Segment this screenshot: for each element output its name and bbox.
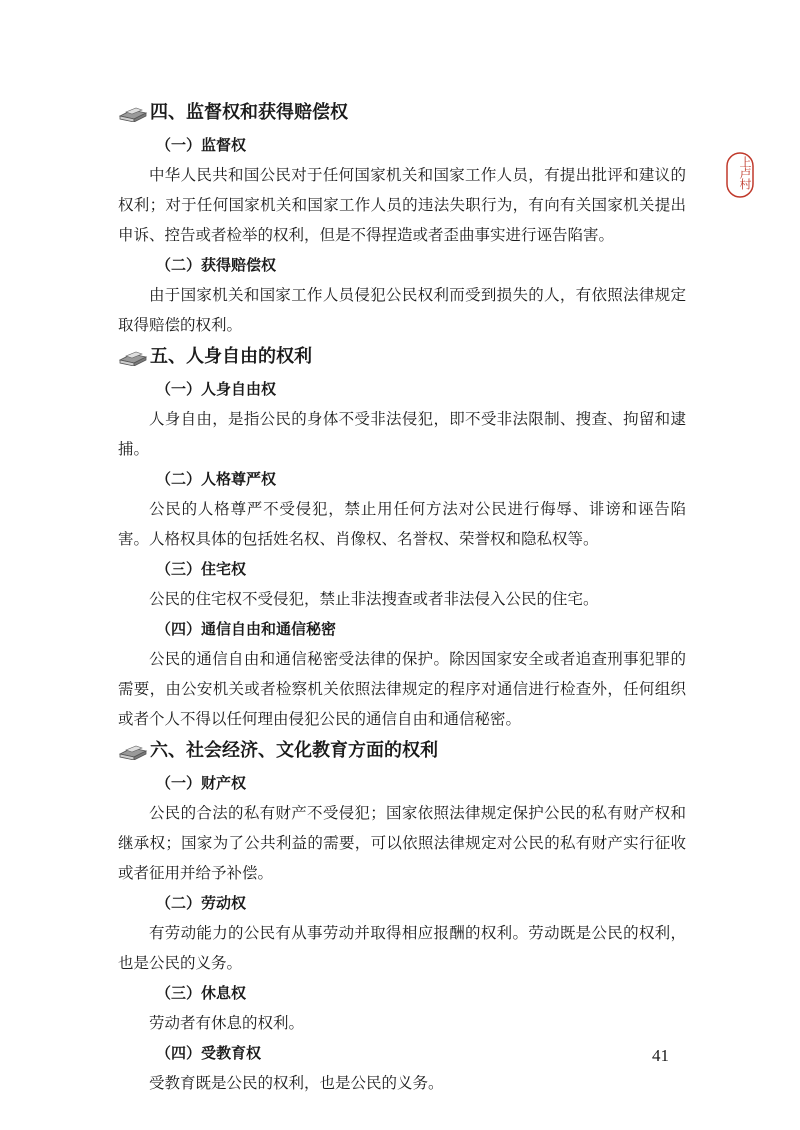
subsection-heading: （四）受教育权	[156, 1044, 262, 1062]
subsection-heading: （二）人格尊严权	[156, 470, 277, 488]
village-seal	[726, 152, 754, 198]
section-heading	[118, 342, 686, 372]
paragraph: 公民的住宅权不受侵犯，禁止非法搜查或者非法侵入公民的住宅。	[149, 590, 599, 608]
subsection-heading: （三）休息权	[156, 984, 247, 1002]
paragraph: 公民的人格尊严不受侵犯，禁止用任何方法对公民进行侮辱、诽谤和诬告陷害。人格权具体的包括姓名权、肖像权、名誉权、荣誉权和隐私权等。	[118, 500, 686, 548]
section-heading	[118, 736, 686, 766]
subsection-heading: （二）获得赔偿权	[156, 256, 277, 274]
section-heading	[118, 98, 686, 128]
paragraph: 公民的通信自由和通信秘密受法律的保护。除因国家安全或者追查刑事犯罪的需要，由公安机关或者检察机关依照法律规定的程序对通信进行检查外，任何组织或者个人不得以任何理由侵犯公民的通信自由和通信秘密。	[118, 650, 686, 728]
book-icon	[118, 742, 148, 760]
page-number: 41	[652, 1046, 669, 1065]
subsection-heading: （一）财产权	[156, 774, 247, 792]
paragraph: 人身自由，是指公民的身体不受非法侵犯，即不受非法限制、搜查、拘留和逮捕。	[118, 410, 686, 458]
subsection-heading: （一）人身自由权	[156, 380, 277, 398]
paragraph: 公民的合法的私有财产不受侵犯；国家依照法律规定保护公民的私有财产权和继承权；国家为了公共利益的需要，可以依照法律规定对公民的私有财产实行征收或者征用并给予补偿。	[118, 804, 686, 882]
paragraph: 劳动者有休息的权利。	[149, 1014, 305, 1032]
subsection-heading: （二）劳动权	[156, 894, 247, 912]
paragraph: 由于国家机关和国家工作人员侵犯公民权利而受到损失的人，有依照法律规定取得赔偿的权利。	[118, 286, 686, 334]
section-title: 四、监督权和获得赔偿权	[150, 102, 348, 123]
paragraph: 受教育既是公民的权利，也是公民的义务。	[149, 1074, 444, 1092]
document-body	[118, 96, 686, 1098]
subsection-heading: （四）通信自由和通信秘密	[156, 620, 337, 638]
paragraph: 有劳动能力的公民有从事劳动并取得相应报酬的权利。劳动既是公民的权利，也是公民的义务。	[118, 924, 686, 972]
book-icon	[118, 104, 148, 122]
section-title: 五、人身自由的权利	[150, 346, 312, 367]
paragraph: 中华人民共和国公民对于任何国家机关和国家工作人员，有提出批评和建议的权利；对于任何国家机关和国家工作人员的违法失职行为，有向有关国家机关提出申诉、控告或者检举的权利，但是不得捏造或者歪曲事实进行诬告陷害。	[118, 166, 686, 244]
book-icon	[118, 348, 148, 366]
section-title: 六、社会经济、文化教育方面的权利	[150, 740, 438, 761]
seal-text: 上卢村	[738, 156, 752, 189]
subsection-heading: （一）监督权	[156, 136, 247, 154]
subsection-heading: （三）住宅权	[156, 560, 247, 578]
